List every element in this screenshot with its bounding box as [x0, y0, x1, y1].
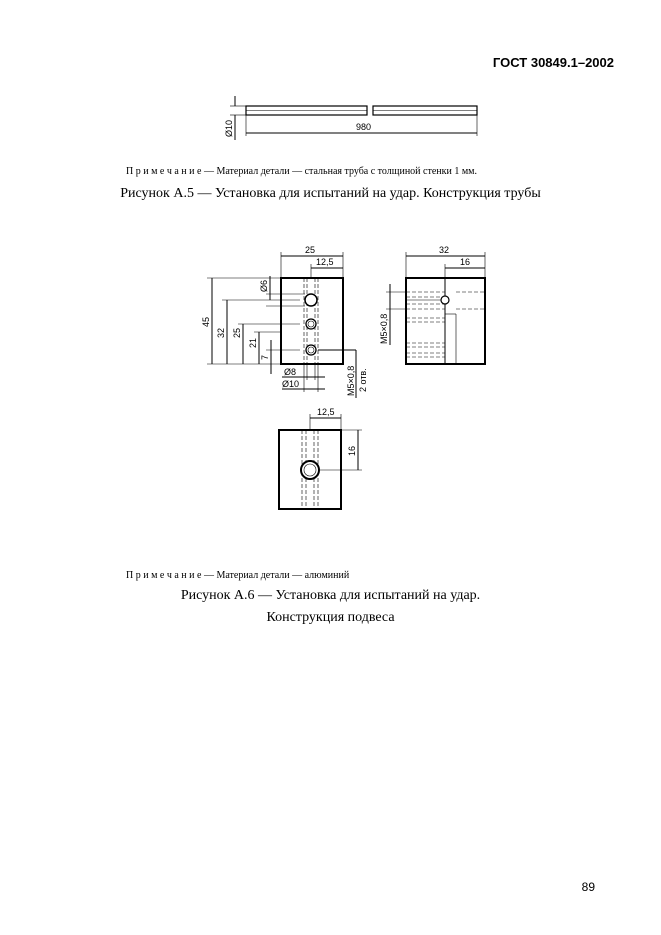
front-height-7-label: 7: [260, 354, 270, 360]
front-height-25-label: 25: [232, 327, 242, 338]
front-half-width-label: 12,5: [316, 257, 334, 267]
side-thread-label: M5×0,8: [379, 313, 389, 344]
top-view-depth-label: 16: [347, 445, 357, 456]
page-number: 89: [581, 880, 595, 894]
top-view-half-width-label: 12,5: [317, 407, 335, 417]
figure-a6-caption-line2: Конструкция подвеса: [266, 610, 395, 625]
side-half-width-label: 16: [460, 257, 471, 267]
top-view: [279, 407, 362, 509]
tube-diameter-label: Ø10: [224, 119, 234, 137]
top-hole: [305, 294, 317, 306]
front-height-21-label: 21: [248, 337, 258, 348]
front-height-45-label: 45: [201, 316, 211, 327]
front-view: [201, 245, 368, 398]
front-thread-count-label: 2 отв.: [358, 368, 368, 392]
bottom-threaded-hole: [306, 345, 316, 355]
side-view: [379, 245, 485, 364]
side-hole: [441, 296, 449, 304]
standard-header: ГОСТ 30849.1–2002: [492, 55, 614, 70]
top-hole-diameter-label: Ø6: [259, 279, 269, 292]
figure-a5-note: П р и м е ч а н и е — Материал детали — стальная труба с толщиной стенки 1 мм.: [126, 166, 477, 177]
figure-a6-note: П р и м е ч а н и е — Материал детали — алюминий: [126, 570, 350, 581]
front-height-32-label: 32: [216, 327, 226, 338]
side-width-label: 32: [439, 245, 450, 255]
figure-a6-caption-line1: Рисунок А.6 — Установка для испытаний на удар.: [180, 588, 481, 603]
middle-threaded-hole: [306, 319, 316, 329]
front-thread-label: M5×0,8: [346, 365, 356, 396]
bore-10-label: Ø10: [282, 379, 300, 389]
figure-a5-caption: Рисунок А.5 — Установка для испытаний на удар. Конструкция трубы: [120, 186, 541, 201]
bore-8-label: Ø8: [284, 367, 297, 377]
tube-length-label: 980: [356, 122, 372, 132]
front-width-label: 25: [305, 245, 316, 255]
